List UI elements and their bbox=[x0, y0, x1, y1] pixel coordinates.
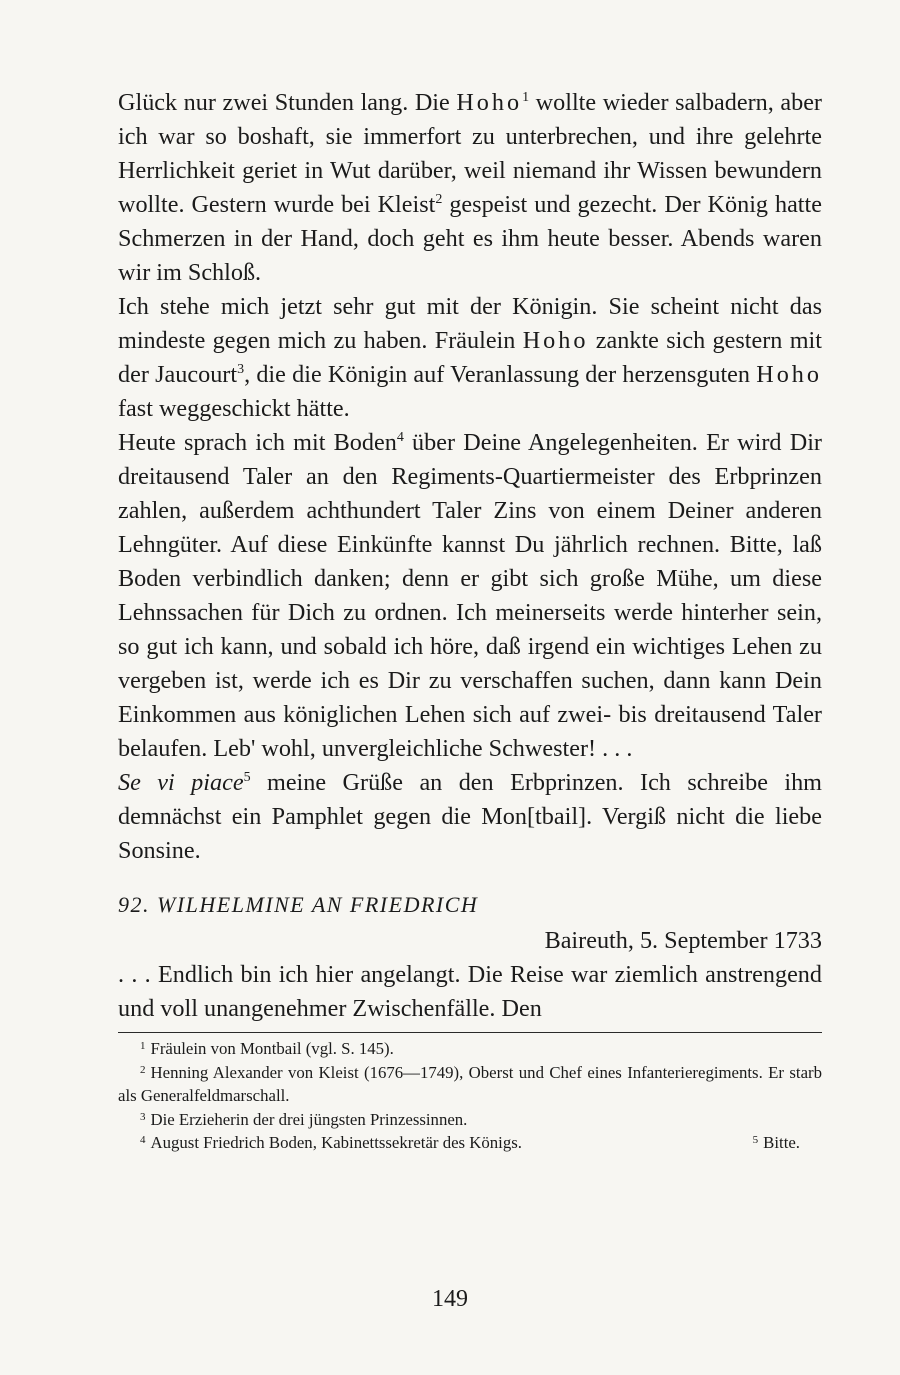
footnote-2: $^2$ Henning Alexander von Kleist (1676—1749), Oberst und Chef eines Infanterieregiments. Er starb als Generalfeldmarschall. bbox=[118, 1062, 822, 1105]
name-hoho: Hoho bbox=[756, 361, 822, 388]
name-hoho: Hoho bbox=[456, 89, 523, 116]
dateline: Baireuth, 5. September 1733 bbox=[544, 927, 822, 954]
footnote-ref-1[interactable]: 1 bbox=[522, 90, 530, 105]
footnote-divider bbox=[118, 1032, 822, 1033]
footnote-ref-5[interactable]: 5 bbox=[243, 770, 251, 785]
footnotes bbox=[118, 1037, 822, 1155]
footnote-5: $^5$ Bitte. bbox=[752, 1133, 800, 1152]
letter-heading: 92. WILHELMINE AN FRIEDRICH bbox=[118, 892, 479, 917]
footnote-1: $^1$ Fräulein von Montbail (vgl. S. 145). bbox=[140, 1039, 394, 1058]
paragraph-1: Glück nur zwei Stunden lang. Die Hoho$^1$ wollte wieder salbadern, aber ich war so boshaft, sie immerfort zu unterbrechen, und ihre gelehrte Herrlichkeit geriet in Wut darüber, weil niemand ihr Wissen bewundern wollte. Gestern wurde bei Kleist$^2$ gespeist und gezecht. Der König hatte Schmerzen in der Hand, doch geht es ihm heute besser. Abends waren wir im Schloß. bbox=[118, 89, 822, 286]
paragraph-4: Se vi piace$^5$ meine Grüße an den Erbprinzen. Ich schreibe ihm demnächst ein Pamphlet gegen die Mon[tbail]. Vergiß nicht die liebe Sonsine. bbox=[118, 769, 822, 864]
footnote-4: $^4$ August Friedrich Boden, Kabinettssekretär des Königs. bbox=[140, 1133, 522, 1152]
footnote-3: $^3$ Die Erzieherin der drei jüngsten Prinzessinnen. bbox=[140, 1109, 468, 1129]
paragraph-2: Ich stehe mich jetzt sehr gut mit der Königin. Sie scheint nicht das mindeste gegen mich zu haben. Fräulein Hoho zankte sich gestern mit der Jaucourt$^3$, die die Königin auf Veranlassung der herzensguten Hoho fast weggeschickt hätte. bbox=[118, 293, 822, 422]
footnote-ref-3[interactable]: 3 bbox=[237, 362, 245, 377]
page-text-block bbox=[118, 86, 822, 1155]
paragraph-3: Heute sprach ich mit Boden$^4$ über Deine Angelegenheiten. Er wird Dir dreitausend Taler an den Regiments-Quartiermeister des Erbprinzen zahlen, außerdem achthundert Taler Zins von einem Deiner anderen Lehngüter. Auf diese Einkünfte kannst Du jährlich rechnen. Bitte, laß Boden verbindlich danken; denn er gibt sich große Mühe, um diese Lehnssachen für Dich zu ordnen. Ich meinerseits werde hinterher sein, so gut ich kann, und sobald ich höre, daß irgend ein wichtiges Lehen zu vergeben ist, werde ich es Dir zu verschaffen suchen, dann kann Dein Einkommen aus königlichen Lehen sich auf zwei- bis dreitausend Taler belaufen. Leb' wohl, unvergleichliche Schwester! . . . bbox=[118, 429, 822, 762]
name-hoho: Hoho bbox=[522, 327, 589, 354]
page-number: 149 bbox=[432, 1286, 468, 1312]
footnote-row-4-5 bbox=[118, 1131, 800, 1155]
footnote-ref-2[interactable]: 2 bbox=[435, 192, 443, 207]
footnote-ref-4[interactable]: 4 bbox=[396, 430, 404, 445]
italic-phrase: Se vi piace bbox=[118, 769, 244, 796]
paragraph-5: . . . Endlich bin ich hier angelangt. Die Reise war ziemlich anstrengend und voll unangenehmer Zwischenfälle. Den bbox=[118, 961, 822, 1022]
